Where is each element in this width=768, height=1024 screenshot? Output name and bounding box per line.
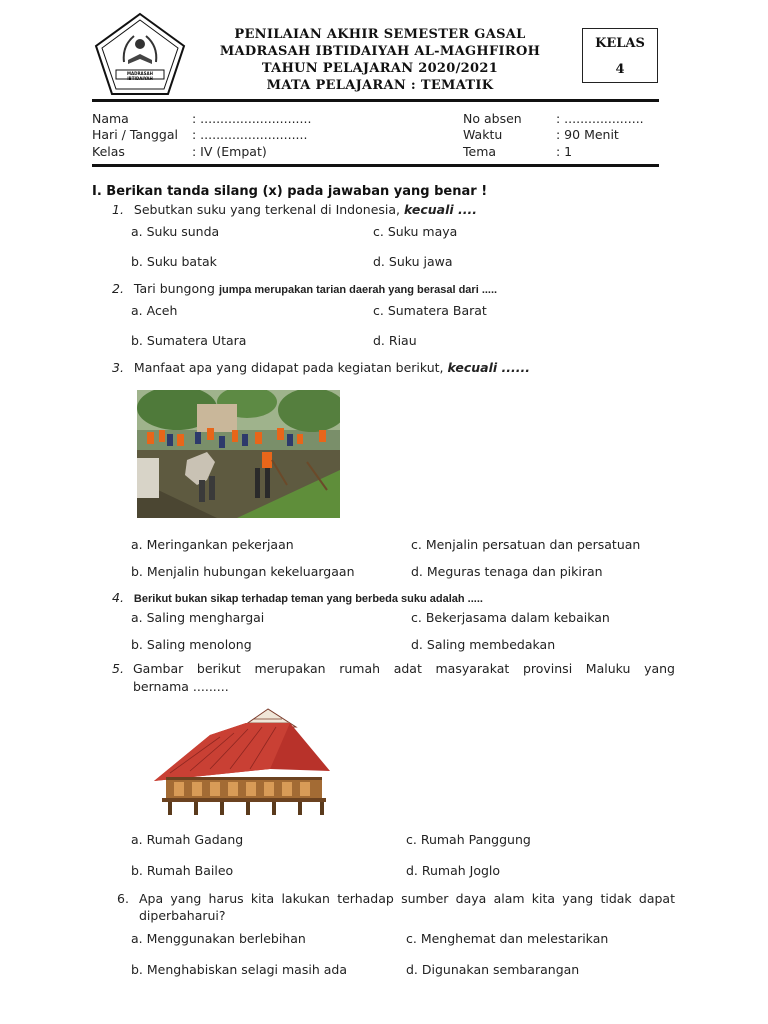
header-divider-top (92, 99, 659, 102)
q4-option-c[interactable]: c. Bekerjasama dalam kebaikan (411, 610, 610, 625)
question-emphasis: kecuali ...... (447, 360, 531, 375)
question-6-line-2: diperbaharui? (139, 908, 226, 923)
q6-option-a[interactable]: a. Menggunakan berlebihan (131, 931, 306, 946)
community-work-photo (137, 390, 340, 518)
class-value: : IV (Empat) (192, 144, 267, 159)
q2-option-d[interactable]: d. Riau (373, 333, 417, 348)
q5-option-c[interactable]: c. Rumah Panggung (406, 832, 531, 847)
q5-option-a[interactable]: a. Rumah Gadang (131, 832, 244, 847)
q5-option-b[interactable]: b. Rumah Baileo (131, 863, 234, 878)
absence-number-field[interactable]: : .................... (556, 111, 644, 126)
name-field[interactable]: : ............................ (192, 111, 312, 126)
q4-option-a[interactable]: a. Saling menghargai (131, 610, 265, 625)
question-6-number: 6. (117, 891, 129, 906)
q1-option-a[interactable]: a. Suku sunda (131, 224, 220, 239)
time-value: : 90 Menit (556, 127, 619, 142)
header-line-2: MADRASAH IBTIDAIYAH AL-MAGHFIROH (219, 44, 541, 59)
q4-option-d[interactable]: d. Saling membedakan (411, 637, 556, 652)
header-line-4: MATA PELAJARAN : TEMATIK (266, 78, 494, 93)
header-divider-bottom (92, 164, 659, 167)
class-box-label: KELAS (595, 36, 645, 51)
q2-option-c[interactable]: c. Sumatera Barat (373, 303, 487, 318)
question-text: Manfaat apa yang didapat pada kegiatan berikut, (133, 360, 448, 375)
class-box (582, 28, 658, 83)
absence-number-label: No absen (463, 111, 522, 126)
class-label: Kelas (92, 144, 125, 159)
q1-option-c[interactable]: c. Suku maya (373, 224, 458, 239)
header-line-3: TAHUN PELAJARAN 2020/2021 (261, 61, 499, 76)
theme-value: : 1 (556, 144, 573, 159)
question-2 (112, 281, 497, 296)
q3-option-d[interactable]: d. Meguras tenaga dan pikiran (411, 564, 603, 579)
date-label: Hari / Tanggal (92, 127, 178, 142)
header-line-1: PENILAIAN AKHIR SEMESTER GASAL (234, 27, 526, 42)
q4-option-b[interactable]: b. Saling menolong (131, 637, 252, 652)
q5-option-d[interactable]: d. Rumah Joglo (406, 863, 501, 878)
question-5-line-2: bernama ......... (133, 679, 229, 694)
section-title: I. Berikan tanda silang (x) pada jawaban yang benar ! (92, 184, 488, 199)
name-label: Nama (92, 111, 129, 126)
time-label: Waktu (463, 127, 503, 142)
question-5-number: 5. (112, 661, 124, 676)
date-field[interactable]: : ........................... (192, 127, 308, 142)
question-number: 4. (112, 590, 124, 605)
question-5-line-1: Gambar berikut merupakan rumah adat masyarakat provinsi Maluku yang (133, 661, 675, 676)
q1-option-b[interactable]: b. Suku batak (131, 254, 217, 269)
question-1 (112, 202, 477, 217)
logo-text: MADRASAH IBTIDAIYAH (127, 71, 153, 81)
q2-option-b[interactable]: b. Sumatera Utara (131, 333, 247, 348)
question-emphasis: jumpa merupakan tarian daerah yang berasal dari ..... (218, 284, 498, 296)
q6-option-d[interactable]: d. Digunakan sembarangan (406, 962, 580, 977)
traditional-house-illustration (150, 705, 335, 817)
q3-option-a[interactable]: a. Meringankan pekerjaan (131, 537, 294, 552)
q6-option-c[interactable]: c. Menghemat dan melestarikan (406, 931, 609, 946)
theme-label: Tema (463, 144, 497, 159)
q3-option-c[interactable]: c. Menjalin persatuan dan persatuan (411, 537, 641, 552)
q2-option-a[interactable]: a. Aceh (131, 303, 178, 318)
question-number: 3. (112, 360, 124, 375)
class-box-value: 4 (615, 62, 625, 77)
question-3 (112, 360, 530, 375)
question-6-line-1: Apa yang harus kita lakukan terhadap sumber daya alam kita yang tidak dapat (139, 891, 675, 906)
q1-option-d[interactable]: d. Suku jawa (373, 254, 453, 269)
q3-option-b[interactable]: b. Menjalin hubungan kekeluargaan (131, 564, 355, 579)
question-text: Sebutkan suku yang terkenal di Indonesia, (133, 202, 404, 217)
question-4 (112, 590, 483, 605)
question-text: Tari bungong (133, 281, 219, 296)
question-emphasis: kecuali .... (403, 202, 477, 217)
question-text: Berikut bukan sikap terhadap teman yang berbeda suku adalah ..... (133, 593, 483, 605)
question-number: 2. (112, 281, 124, 296)
q6-option-b[interactable]: b. Menghabiskan selagi masih ada (131, 962, 347, 977)
question-number: 1. (112, 202, 124, 217)
